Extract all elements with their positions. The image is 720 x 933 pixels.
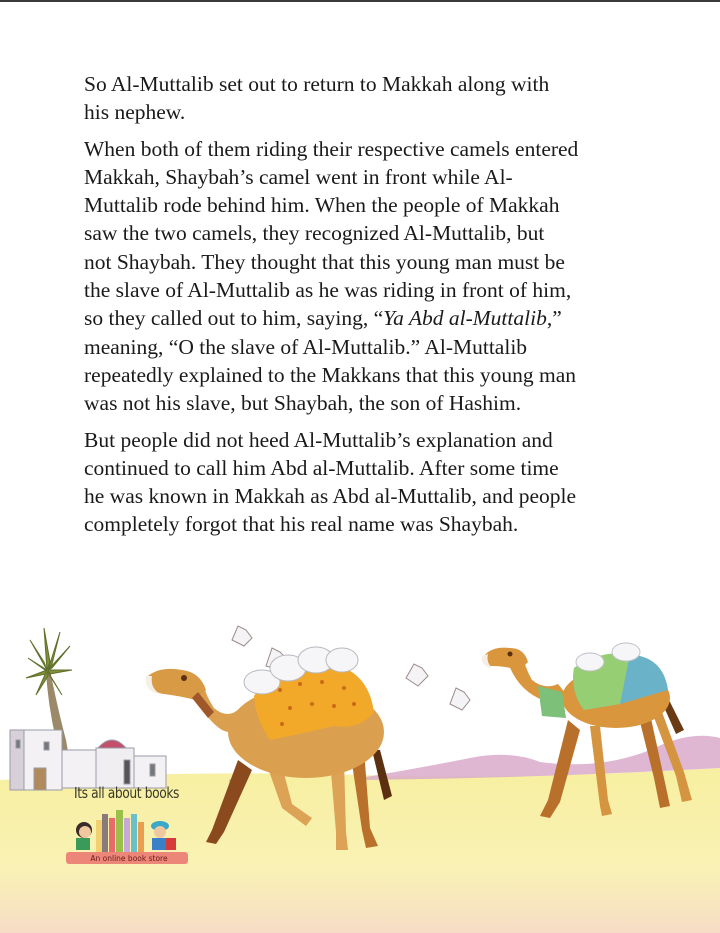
text-line: the slave of Al-Muttalib as he was riding in front of him,	[84, 278, 572, 303]
text-segment: ,”	[546, 306, 562, 331]
text-line: was not his slave, but Shaybah, the son of Hashim.	[84, 391, 522, 416]
paragraph-3	[84, 426, 664, 539]
top-border	[0, 0, 720, 2]
watermark-title: Its all about books	[74, 784, 180, 802]
paragraph-2	[84, 135, 664, 418]
text-line: continued to call him Abd al-Muttalib. After some time	[84, 455, 559, 480]
text-line: completely forgot that his real name was Shaybah.	[84, 512, 519, 537]
text-line: saw the two camels, they recognized Al-Muttalib, but	[84, 221, 545, 246]
text-line: But people did not heed Al-Muttalib’s explanation and	[84, 427, 553, 452]
text-line-with-italic	[84, 304, 664, 332]
watermark-subtitle: An online book store	[90, 854, 168, 863]
story-text	[84, 70, 664, 547]
text-line: When both of them riding their respective camels entered	[84, 136, 579, 161]
text-line: Makkah, Shaybah’s camel went in front while Al-	[84, 164, 513, 189]
italic-name: Ya Abd al-Muttalib	[383, 306, 547, 331]
text-line: repeatedly explained to the Makkans that this young man	[84, 362, 576, 387]
text-line: he was known in Makkah as Abd al-Muttalib, and people	[84, 484, 577, 509]
bookstore-watermark	[62, 780, 192, 870]
text-line: So Al-Muttalib set out to return to Makkah along with	[84, 72, 550, 96]
text-segment: so they called out to him, saying, “	[84, 306, 384, 331]
text-line: his nephew.	[84, 100, 186, 125]
desert-camels-illustration	[0, 600, 720, 933]
paragraph-1	[84, 70, 664, 127]
text-line: Muttalib rode behind him. When the people of Makkah	[84, 193, 560, 218]
text-line: meaning, “O the slave of Al-Muttalib.” Al-Muttalib	[84, 334, 528, 359]
text-line: not Shaybah. They thought that this young man must be	[84, 249, 565, 274]
